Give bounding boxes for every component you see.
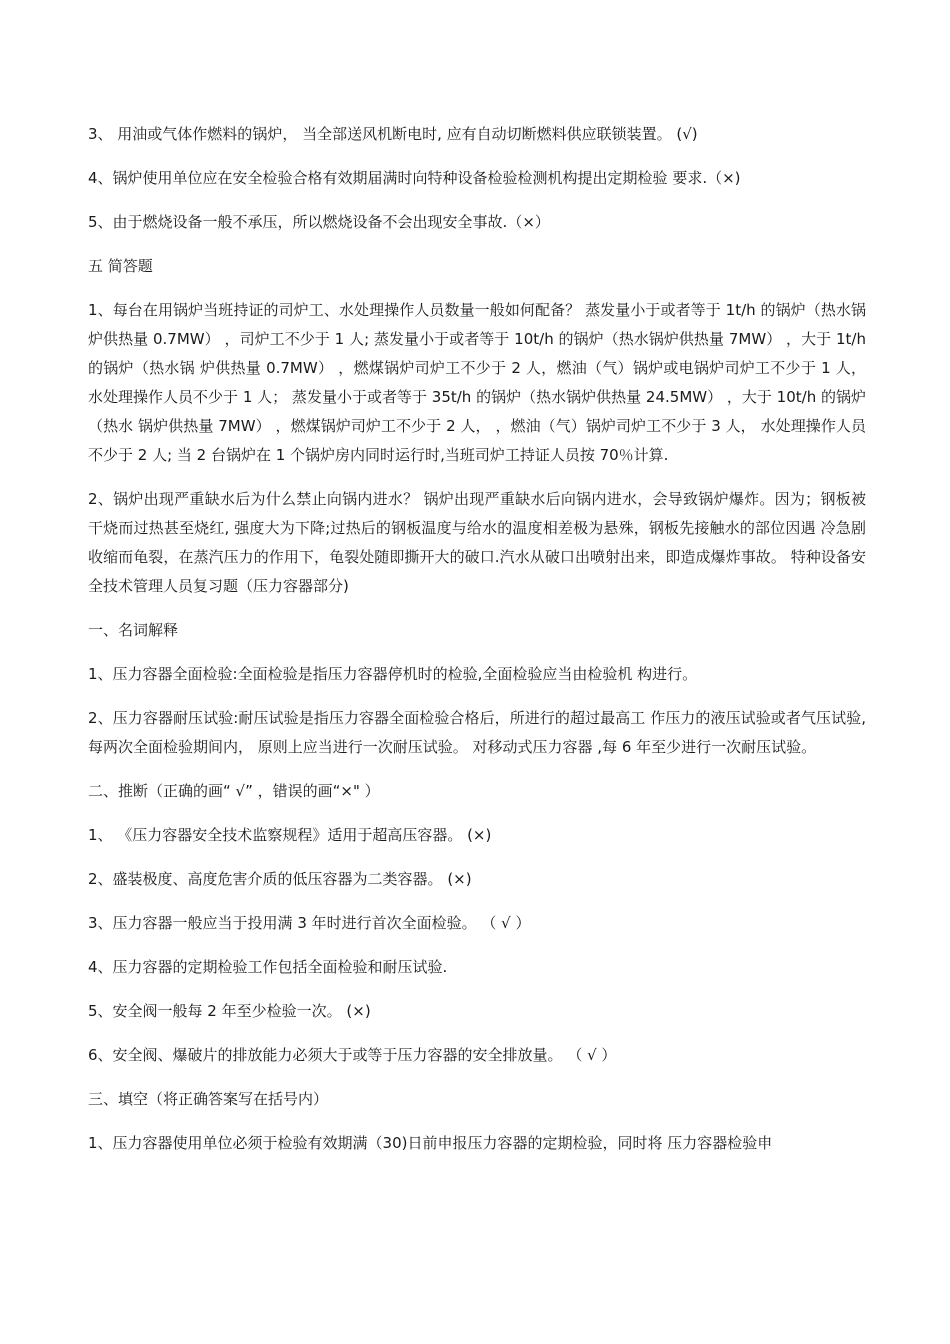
judgment-item-4-vessel: 4、压力容器的定期检验工作包括全面检验和耐压试验. bbox=[88, 958, 448, 976]
judgment-item-1-vessel: 1、 《压力容器安全技术监察规程》适用于超高压容器。 (×) bbox=[88, 826, 492, 844]
judgment-item-3-boiler: 3、 用油或气体作燃料的锅炉， 当全部送风机断电时, 应有自动切断燃料供应联锁装置。 (√) bbox=[88, 125, 698, 143]
judgment-item-5-boiler: 5、由于燃烧设备一般不承压，所以燃烧设备不会出现安全事故.（×） bbox=[88, 213, 550, 231]
short-answer-1: 1、每台在用锅炉当班持证的司炉工、水处理操作人员数量一般如何配备？ 蒸发量小于或者等于 1t/h 的锅炉（热水锅炉供热量 0.7MW） ，司炉工不少于 1 人; 蒸发量小于或者等于 10t/h 的锅炉（热水锅炉供热量 7MW） ，大于 1t/h 的锅炉（热水锅 炉供热量 0.7MW） ，燃煤锅炉司炉工不少于 2 人，燃油（气）锅炉或电锅炉司炉工不少于 1 人，水处理操作人员不少于 1 人； 蒸发量小于或者等于 35t/h 的锅炉（热水锅炉供热量 24.5MW） ，大于 10t/h 的锅炉（热水 锅炉供热量 7MW） ，燃煤锅炉司炉工不少于 2 人， ，燃油（气）锅炉司炉工不少于 3 人， 水处理操作人员不少于 2 人; 当 2 台锅炉在 1 个锅炉房内同时运行时,当班司炉工持证人员按 70％计算. bbox=[88, 301, 866, 464]
judgment-item-2-vessel: 2、盛装极度、高度危害介质的低压容器为二类容器。 (×) bbox=[88, 870, 472, 888]
judgment-item-4-boiler: 4、锅炉使用单位应在安全检验合格有效期届满时向特种设备检验检测机构提出定期检验 要求.（×) bbox=[88, 169, 741, 187]
judgment-item-5-vessel: 5、安全阀一般每 2 年至少检验一次。 (×) bbox=[88, 1002, 371, 1020]
section-heading-terms: 一、名词解释 bbox=[88, 621, 179, 639]
short-answer-2: 2、锅炉出现严重缺水后为什么禁止向锅内进水？ 锅炉出现严重缺水后向锅内进水，会导致锅炉爆炸。因为；钢板被干烧而过热甚至烧红, 强度大为下降;过热后的钢板温度与给水的温度相差极为悬殊，钢板先接触水的部位因遇 冷急剧收缩而龟裂，在蒸汽压力的作用下，龟裂处随即撕开大的破口.汽水从破口出喷射出来，即造成爆炸事故。 特种设备安全技术管理人员复习题（压力容器部分) bbox=[88, 490, 866, 595]
document-page bbox=[88, 120, 866, 1173]
section-heading-fill-blank: 三、填空（将正确答案写在括号内） bbox=[88, 1090, 329, 1108]
term-definition-1: 1、压力容器全面检验:全面检验是指压力容器停机时的检验,全面检验应当由检验机 构进行。 bbox=[88, 665, 698, 683]
fill-blank-item-1: 1、压力容器使用单位必须于检验有效期满（30)日前申报压力容器的定期检验，同时将 压力容器检验申 bbox=[88, 1134, 773, 1152]
judgment-item-6-vessel: 6、安全阀、爆破片的排放能力必须大于或等于压力容器的安全排放量。 （ √ ） bbox=[88, 1046, 617, 1064]
term-definition-2: 2、压力容器耐压试验:耐压试验是指压力容器全面检验合格后，所进行的超过最高工 作压力的液压试验或者气压试验, 每两次全面检验期间内， 原则上应当进行一次耐压试验。 对移动式压力容器 ,每 6 年至少进行一次耐压试验。 bbox=[88, 709, 866, 756]
section-heading-short-answer: 五 简答题 bbox=[88, 257, 153, 275]
judgment-item-3-vessel: 3、压力容器一般应当于投用满 3 年时进行首次全面检验。 （ √ ） bbox=[88, 914, 531, 932]
section-heading-judgment: 二、推断（正确的画“ √” ，错误的画“×" ） bbox=[88, 782, 380, 800]
